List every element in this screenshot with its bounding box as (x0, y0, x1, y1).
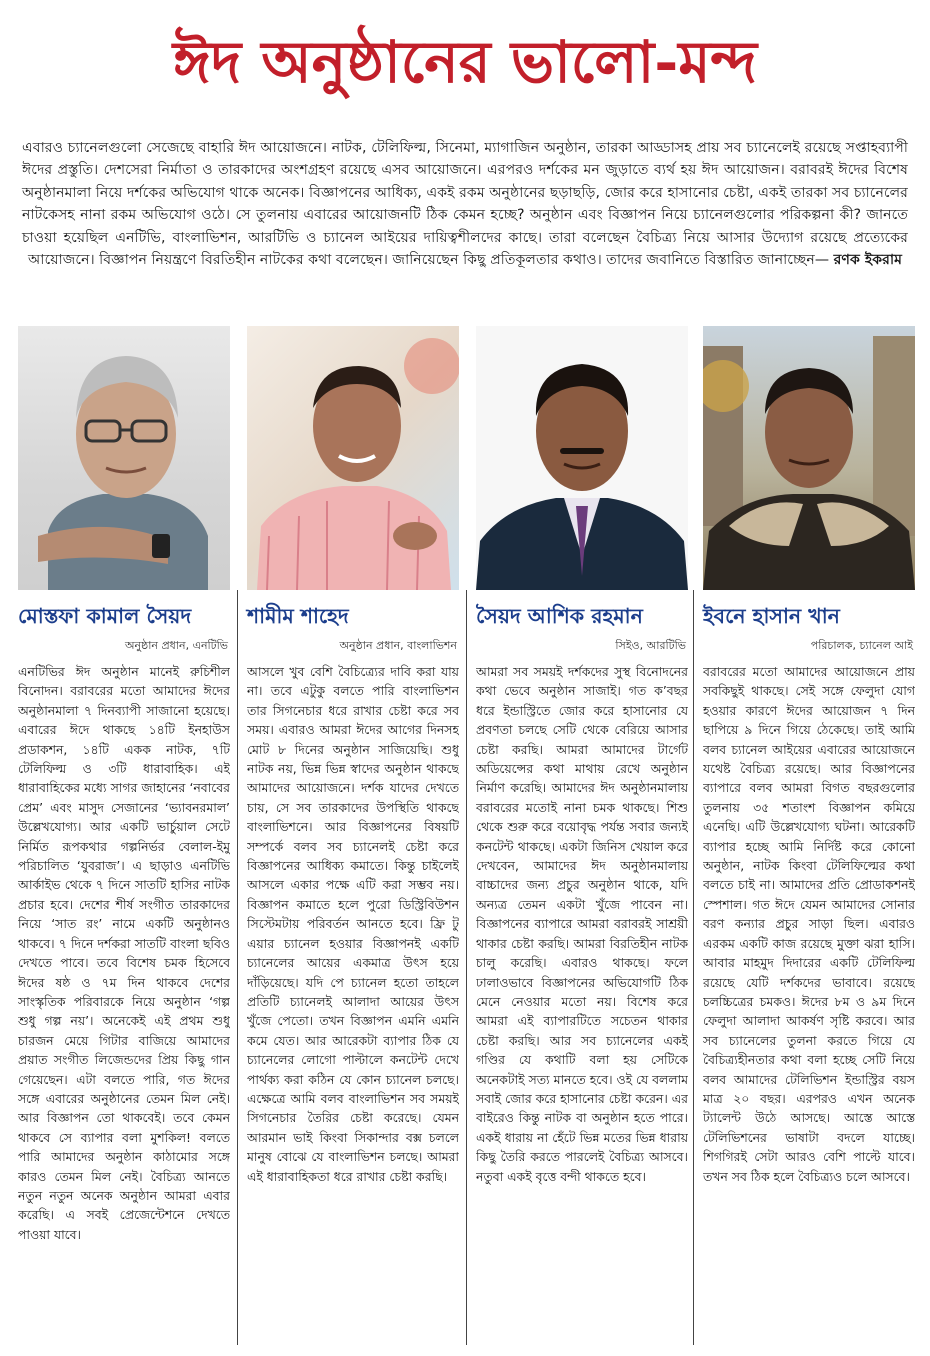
column-divider (466, 590, 467, 1345)
interviewee-role: অনুষ্ঠান প্রধান, এনটিভি (124, 639, 228, 652)
interviewee-name: সৈয়দ আশিক রহমান (476, 604, 643, 628)
portrait-photo (476, 326, 688, 590)
interviewee-name: মোস্তফা কামাল সৈয়দ (18, 604, 192, 628)
column-divider (237, 590, 238, 1345)
byline: রণক ইকরাম (833, 252, 902, 269)
intro-text: এবারও চ্যানেলগুলো সেজেছে বাহারি ঈদ আয়োজনে। নাটক, টেলিফিল্ম, সিনেমা, ম্যাগাজিন অনুষ্ঠান, তারকা আড্ডাসহ প্রায় সব চ্যানেলেই রয়েছে সপ্তাহব্যাপী ঈদের প্রস্তুতি। দেশসেরা নির্মাতা ও তারকাদের অংশগ্রহণ রয়েছে এসব আয়োজনে। এরপরও দর্শকের মন জুড়াতে ব্যর্থ হয় ঈদ আয়োজন। বরাবরই ঈদের বিশেষ অনুষ্ঠানমালা নিয়ে দর্শকের অভিযোগ থাকে অনেক। বিজ্ঞাপনের আধিক্য, একই রকম অনুষ্ঠানের ছড়াছড়ি, জোর করে হাসানোর চেষ্টা, একই তারকা সব চ্যানেলের নাটকেসহ নানা রকম অভিযোগ ওঠে। সে তুলনায় এবারের আয়োজনটি ঠিক কেমন হচ্ছে? অনুষ্ঠান এবং বিজ্ঞাপন নিয়ে চ্যানেলগুলোর পরিকল্পনা কী? জানতে চাওয়া হয়েছিল এনটিভি, বাংলাভিশন, আরটিভি ও চ্যানেল আইয়ের দায়িত্বশীলদের কাছে। তারা বলেছেন বৈচিত্র্য নিয়ে আসার উদ্যোগ রয়েছে প্রত্যেকের আয়োজনে। বিজ্ঞাপন নিয়ন্ত্রণে বিরতিহীন নাটকের কথা বলেছেন। জানিয়েছেন কিছু প্রতিকূলতার কথাও। তাদের জবানিতে বিস্তারিত জানাচ্ছেন— (22, 140, 908, 269)
interviewee-role: সিইও, আরটিভি (615, 639, 686, 652)
interviewee-name: ইবনে হাসান খান (703, 604, 840, 628)
interview-column-ntv (18, 326, 230, 1351)
interviewee-name: শামীম শাহেদ (247, 604, 349, 628)
interview-text: এনটিভির ঈদ অনুষ্ঠান মানেই রুচিশীল বিনোদন। বরাবরের মতো আমাদের ঈদের অনুষ্ঠানমালা ৭ দিনব্যাপী সাজানো হয়েছে। এবারের ঈদে থাকছে ১৪টি ইনহাউস প্রডাকশন, ১৪টি একক নাটক, ৭টি টেলিফিল্ম ও ৩টি ধারাবাহিক। এই ধারাবাহিকের মধ্যে সাগর জাহানের ‘নবাবের প্রেম’ এবং মাসুদ সেজানের ‘ভ্যাবনরমাল’ উল্লেখযোগ্য। আর একটি ভার্চুয়াল সেটে নির্মিত রূপকথার গল্পনির্ভর বেলাল-ইমু পরিচালিত ‘যুবরাজ’। এ ছাড়াও এনটিভি আর্কাইভ থেকে ৭ দিনে সাতটি হাসির নাটক প্রচার হবে। দেশের শীর্ষ সংগীত তারকাদের নিয়ে ‘সাত রং’ নামে একটি অনুষ্ঠানও থাকবে। ৭ দিনে দর্শকরা সাতটি বাংলা ছবিও দেখতে পাবে। তবে বিশেষ চমক হিসেবে ঈদের ষষ্ঠ ও ৭ম দিন থাকবে দেশের সাংস্কৃতিক পরিবারকে নিয়ে অনুষ্ঠান ‘গল্প শুধু গল্প নয়’। অনেকেই এই প্রথম শুধু চারজন মেয়ে গিটার বাজিয়ে আমাদের প্রয়াত সংগীত লিজেন্ডদের প্রিয় কিছু গান গেয়েছেন। এটা বলতে পারি, গত ঈদের সঙ্গে এবারের অনুষ্ঠানের তেমন মিল নেই। আর বিজ্ঞাপন তো থাকবেই। তবে কেমন থাকবে সে ব্যাপার বলা মুশকিল! বলতে পারি আমাদের অনুষ্ঠান কাঠামোর সঙ্গে কারও তেমন মিল নেই। বৈচিত্র্য আনতে নতুন নতুন অনেক অনুষ্ঠান আমরা এবার করেছি। এ সবই প্রেজেন্টেশনে দেখতে পাওয়া যাবে। (18, 664, 230, 1242)
interviewee-role: পরিচালক, চ্যানেল আই (810, 639, 913, 652)
portrait-photo (247, 326, 459, 590)
intro-paragraph (22, 137, 908, 271)
portrait-photo (18, 326, 230, 590)
interview-text: আসলে খুব বেশি বৈচিত্র্যের দাবি করা যায় না। তবে এটুকু বলতে পারি বাংলাভিশন তার সিগনেচার ধরে রাখার চেষ্টা করে সব সময়। এবারও আমরা ঈদের আগের দিনসহ মোট ৮ দিনের অনুষ্ঠান সাজিয়েছি। শুধু নাটক নয়, ভিন্ন ভিন্ন স্বাদের অনুষ্ঠান থাকছে আমাদের আয়োজনে। দর্শক যাদের দেখতে চায়, সে সব তারকাদের উপস্থিতি থাকছে বাংলাভিশনে। আর বিজ্ঞাপনের বিষয়টি সম্পর্কে বলব সব চ্যানেলই চেষ্টা করে বিজ্ঞাপনের আধিক্য কমাতে। কিন্তু চাইলেই আসলে একার পক্ষে এটি করা সম্ভব নয়। বিজ্ঞাপন কমাতে হলে পুরো ডিস্ট্রিবিউশন সিস্টেমটায় পরিবর্তন আনতে হবে। ফ্রি টু এয়ার চ্যানেল হওয়ার বিজ্ঞাপনই একটি চ্যানেলের আয়ের একমাত্র উৎস হয়ে দাঁড়িয়েছে। যদি পে চ্যানেল হতো তাহলে প্রতিটি চ্যানেলই আলাদা আয়ের উৎস খুঁজে পেতো। তখন বিজ্ঞাপন এমনি এমনি কমে যেত। আর আরেকটা ব্যাপার ঠিক যে চ্যানেলের লোগো পাল্টালে কনটেন্ট দেখে পার্থক্য করা কঠিন যে কোন চ্যানেল চলছে। এক্ষেত্রে আমি বলব বাংলাভিশন সব সময়ই সিগনেচার তৈরির চেষ্টা করেছে। যেমন আরমান ভাই কিংবা সিকান্দার বক্স চললে মানুষ বোঝে যে বাংলাভিশন চলছে। আমরা এই ধারাবাহিকতা ধরে রাখার চেষ্টা করছি। (247, 664, 459, 1184)
interview-column-rtv (476, 326, 688, 1351)
portrait-photo (703, 326, 915, 590)
column-divider (693, 590, 694, 1345)
interview-text: আমরা সব সময়ই দর্শকদের সুস্থ বিনোদনের কথা ভেবে অনুষ্ঠান সাজাই। গত ক’বছর ধরে ইন্ডাস্ট্রিতে জোর করে হাসানোর যে প্রবণতা চলছে সেটি থেকে বেরিয়ে আসার চেষ্টা করছি। আমরা আমাদের টার্গেট অডিয়েন্সের কথা মাথায় রেখে অনুষ্ঠান নির্মাণ করেছি। আমাদের ঈদ অনুষ্ঠানমালায় বরাবরের মতোই নানা চমক থাকছে। শিশু থেকে শুরু করে বয়োবৃদ্ধ পর্যন্ত সবার জন্যই কনটেন্ট থাকছে। একটা জিনিস খেয়াল করে দেখবেন, আমাদের ঈদ অনুষ্ঠানমালায় বাচ্চাদের জন্য প্রচুর অনুষ্ঠান থাকে, যদি অন্যত্র তেমন একটা খুঁজে পাবেন না। বিজ্ঞাপনের ব্যাপারে আমরা বরাবরই সাশ্রয়ী থাকার চেষ্টা করছি। আমরা বিরতিহীন নাটক চালু করেছি। এবারও থাকছে। ফলে ঢালাওভাবে বিজ্ঞাপনের অভিযোগটি ঠিক মেনে নেওয়ার মতো নয়। বিশেষ করে আমরা এই ব্যাপারটিতে সচেতন থাকার চেষ্টা করছি। আর সব চ্যানেলের একই গণ্ডির যে কথাটি বলা হয় সেটিকে অনেকটাই সত্য মানতে হবে। ওই যে বললাম সবাই জোর করে হাসানোর চেষ্টা করেন। এর বাইরেও কিন্তু নাটক বা অনুষ্ঠান হতে পারে। একই ধারায় না হেঁটে ভিন্ন মতের ভিন্ন ধারায় কিছু তৈরি করতে পারলেই বৈচিত্র্য আসবে। নতুবা একই বৃত্তে বন্দী থাকতে হবে। (476, 664, 688, 1184)
headline: ঈদ অনুষ্ঠানের ভালো-মন্দ (172, 28, 758, 96)
interviewee-role: অনুষ্ঠান প্রধান, বাংলাভিশন (339, 639, 457, 652)
interview-text: বরাবরের মতো আমাদের আয়োজনে প্রায় সবকিছুই থাকছে। সেই সঙ্গে ফেলুদা যোগ হওয়ার কারণে ঈদের আয়োজন ৭ দিন ছাপিয়ে ৯ দিনে গিয়ে ঠেকেছে। তাই আমি বলব চ্যানেল আইয়ের এবারের আয়োজনে যথেষ্ট বৈচিত্র্য রয়েছে। আর বিজ্ঞাপনের ব্যাপারে বলব আমরা বিগত বছরগুলোর তুলনায় ৩৫ শতাংশ বিজ্ঞাপন কমিয়ে এনেছি। এটি উল্লেখযোগ্য ঘটনা। আরেকটি ব্যাপার হচ্ছে আমি নির্দিষ্ট করে কোনো অনুষ্ঠান, নাটক কিংবা টেলিফিল্মের কথা বলতে চাই না। আমাদের প্রতি প্রোডাকশনই স্পেশাল। গত ঈদে যেমন আমাদের সোনার বরণ কন্যার প্রচুর সাড়া ছিল। এবারও এরকম একটি কাজ রয়েছে মুক্তা ঝরা হাসি। আবার মাহমুদ দিদারের একটি টেলিফিল্ম রয়েছে যেটি দর্শকদের ভাবাবে। রয়েছে চলচ্চিত্রের চমকও। ঈদের ৮ম ও ৯ম দিনে ফেলুদা আলাদা আকর্ষণ সৃষ্টি করবে। আর সব চ্যানেলের তুলনা করতে গিয়ে যে বৈচিত্র্যহীনতার কথা বলা হচ্ছে সেটি নিয়ে বলব আমাদের টেলিভিশন ইন্ডাস্ট্রির বয়স মাত্র ২০ বছর। এরপরও এখন অনেক ট্যালেন্ট উঠে আসছে। আস্তে আস্তে টেলিভিশনের ভাষাটা বদলে যাচ্ছে। শিগগিরই সেটা আরও বেশি পাল্টে যাবে। তখন সব ঠিক হলে বৈচিত্র্যও চলে আসবে। (703, 664, 915, 1184)
interview-column-channel-i (703, 326, 915, 1351)
interview-column-banglavision (247, 326, 459, 1351)
